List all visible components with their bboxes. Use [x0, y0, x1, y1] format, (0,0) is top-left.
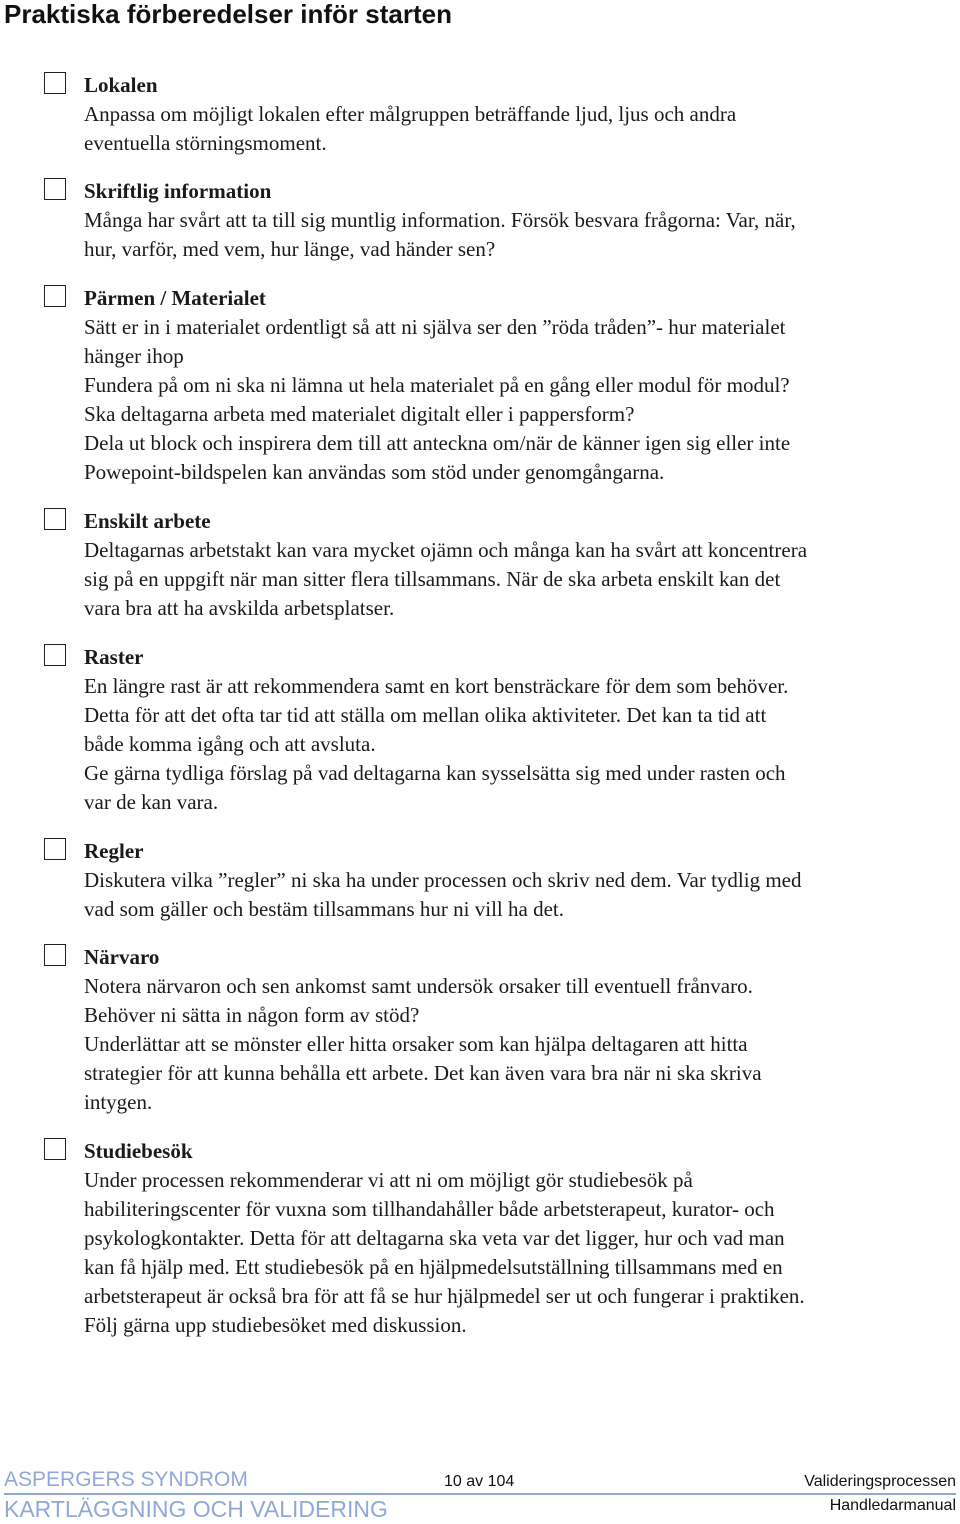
- checklist-item-title: Studiebesök: [84, 1139, 193, 1163]
- checklist-item-text-line: både komma igång och att avsluta.: [84, 732, 376, 756]
- checklist-item-text-line: habiliteringscenter för vuxna som tillhandahåller både arbetsterapeut, kurator- och: [84, 1197, 775, 1221]
- checklist-item-text-line: eventuella störningsmoment.: [84, 131, 327, 155]
- checklist-item-text-line: En längre rast är att rekommendera samt en kort bensträckare för dem som behöver.: [84, 674, 789, 698]
- checklist-item-text-line: Diskutera vilka ”regler” ni ska ha under processen och skriv ned dem. Var tydlig med: [84, 868, 802, 892]
- checkbox[interactable]: [44, 508, 66, 530]
- checklist-item-text-line: sig på en uppgift när man sitter flera tillsammans. När de ska arbeta enskilt kan det: [84, 567, 781, 591]
- footer-series-title: ASPERGERS SYNDROM: [4, 1468, 248, 1491]
- checklist-item-text-line: Fundera på om ni ska ni lämna ut hela materialet på en gång eller modul för modul?: [84, 373, 790, 397]
- checklist-item-text-line: Ge gärna tydliga förslag på vad deltagarna kan sysselsätta sig med under rasten och: [84, 761, 786, 785]
- checkbox[interactable]: [44, 644, 66, 666]
- checklist-item-text-line: Under processen rekommenderar vi att ni om möjligt gör studiebesök på: [84, 1168, 693, 1192]
- checkbox[interactable]: [44, 1138, 66, 1160]
- checklist-item-title: Enskilt arbete: [84, 509, 211, 533]
- checklist-item-text-line: psykologkontakter. Detta för att deltagarna ska veta var det ligger, hur och vad man: [84, 1226, 785, 1250]
- page-number: 10 av 104: [444, 1473, 515, 1490]
- checklist-item-text-line: hänger ihop: [84, 344, 184, 368]
- checkbox[interactable]: [44, 72, 66, 94]
- checklist-item-title: Regler: [84, 839, 144, 863]
- checklist-item-title: Närvaro: [84, 945, 160, 969]
- checklist-item-title: Raster: [84, 645, 144, 669]
- checklist-item-text-line: strategier för att kunna behålla ett arbete. Det kan även vara bra när ni ska skriva: [84, 1061, 762, 1085]
- footer-section-name: Valideringsprocessen: [804, 1473, 956, 1490]
- checkbox[interactable]: [44, 838, 66, 860]
- checklist-item-text-line: intygen.: [84, 1090, 153, 1114]
- checklist-item-text-line: vara bra att ha avskilda arbetsplatser.: [84, 596, 395, 620]
- footer-document-name: Handledarmanual: [829, 1497, 956, 1514]
- checklist-item-text-line: Anpassa om möjligt lokalen efter målgruppen beträffande ljud, ljus och andra: [84, 102, 737, 126]
- checklist-item-text-line: kan få hjälp med. Ett studiebesök på en hjälpmedelsutställning tillsammans med en: [84, 1255, 783, 1279]
- checklist-item-text-line: Powepoint-bildspelen kan användas som stöd under genomgångarna.: [84, 460, 665, 484]
- checklist-item-text-line: Underlättar att se mönster eller hitta orsaker som kan hjälpa deltagaren att hitta: [84, 1032, 748, 1056]
- checklist-item-text-line: Sätt er in i materialet ordentligt så att ni själva ser den ”röda tråden”- hur materialet: [84, 315, 786, 339]
- checkbox[interactable]: [44, 178, 66, 200]
- checklist-item-title: Skriftlig information: [84, 179, 272, 203]
- checklist-item-text-line: Detta för att det ofta tar tid att ställa om mellan olika aktiviteter. Det kan ta tid att: [84, 703, 767, 727]
- checkbox[interactable]: [44, 285, 66, 307]
- checklist-item-text-line: var de kan vara.: [84, 790, 219, 814]
- page-title: Praktiska förberedelser inför starten: [4, 0, 452, 29]
- checklist-item-text-line: Många har svårt att ta till sig muntlig information. Försök besvara frågorna: Var, när,: [84, 208, 796, 232]
- checklist-item-text-line: vad som gäller och bestäm tillsammans hur ni vill ha det.: [84, 897, 564, 921]
- checklist-item-text-line: arbetsterapeut är också bra för att få se hur hjälpmedel ser ut och fungerar i praktiken.: [84, 1284, 805, 1308]
- checklist-item-title: Pärmen / Materialet: [84, 286, 266, 310]
- checklist-item-text-line: Notera närvaron och sen ankomst samt undersök orsaker till eventuell frånvaro.: [84, 974, 753, 998]
- footer-series-subtitle: KARTLÄGGNING OCH VALIDERING: [4, 1496, 388, 1522]
- checklist-item-text-line: Dela ut block och inspirera dem till att anteckna om/när de känner igen sig eller inte: [84, 431, 791, 455]
- checkbox[interactable]: [44, 944, 66, 966]
- checklist-item-title: Lokalen: [84, 73, 158, 97]
- checklist-item-text-line: Deltagarnas arbetstakt kan vara mycket ojämn och många kan ha svårt att koncentrera: [84, 538, 808, 562]
- checklist-item-text-line: hur, varför, med vem, hur länge, vad händer sen?: [84, 237, 496, 261]
- checklist-item-text-line: Ska deltagarna arbeta med materialet digitalt eller i pappersform?: [84, 402, 635, 426]
- checklist-item-text-line: Följ gärna upp studiebesöket med diskussion.: [84, 1313, 467, 1337]
- checklist-item-text-line: Behöver ni sätta in någon form av stöd?: [84, 1003, 420, 1027]
